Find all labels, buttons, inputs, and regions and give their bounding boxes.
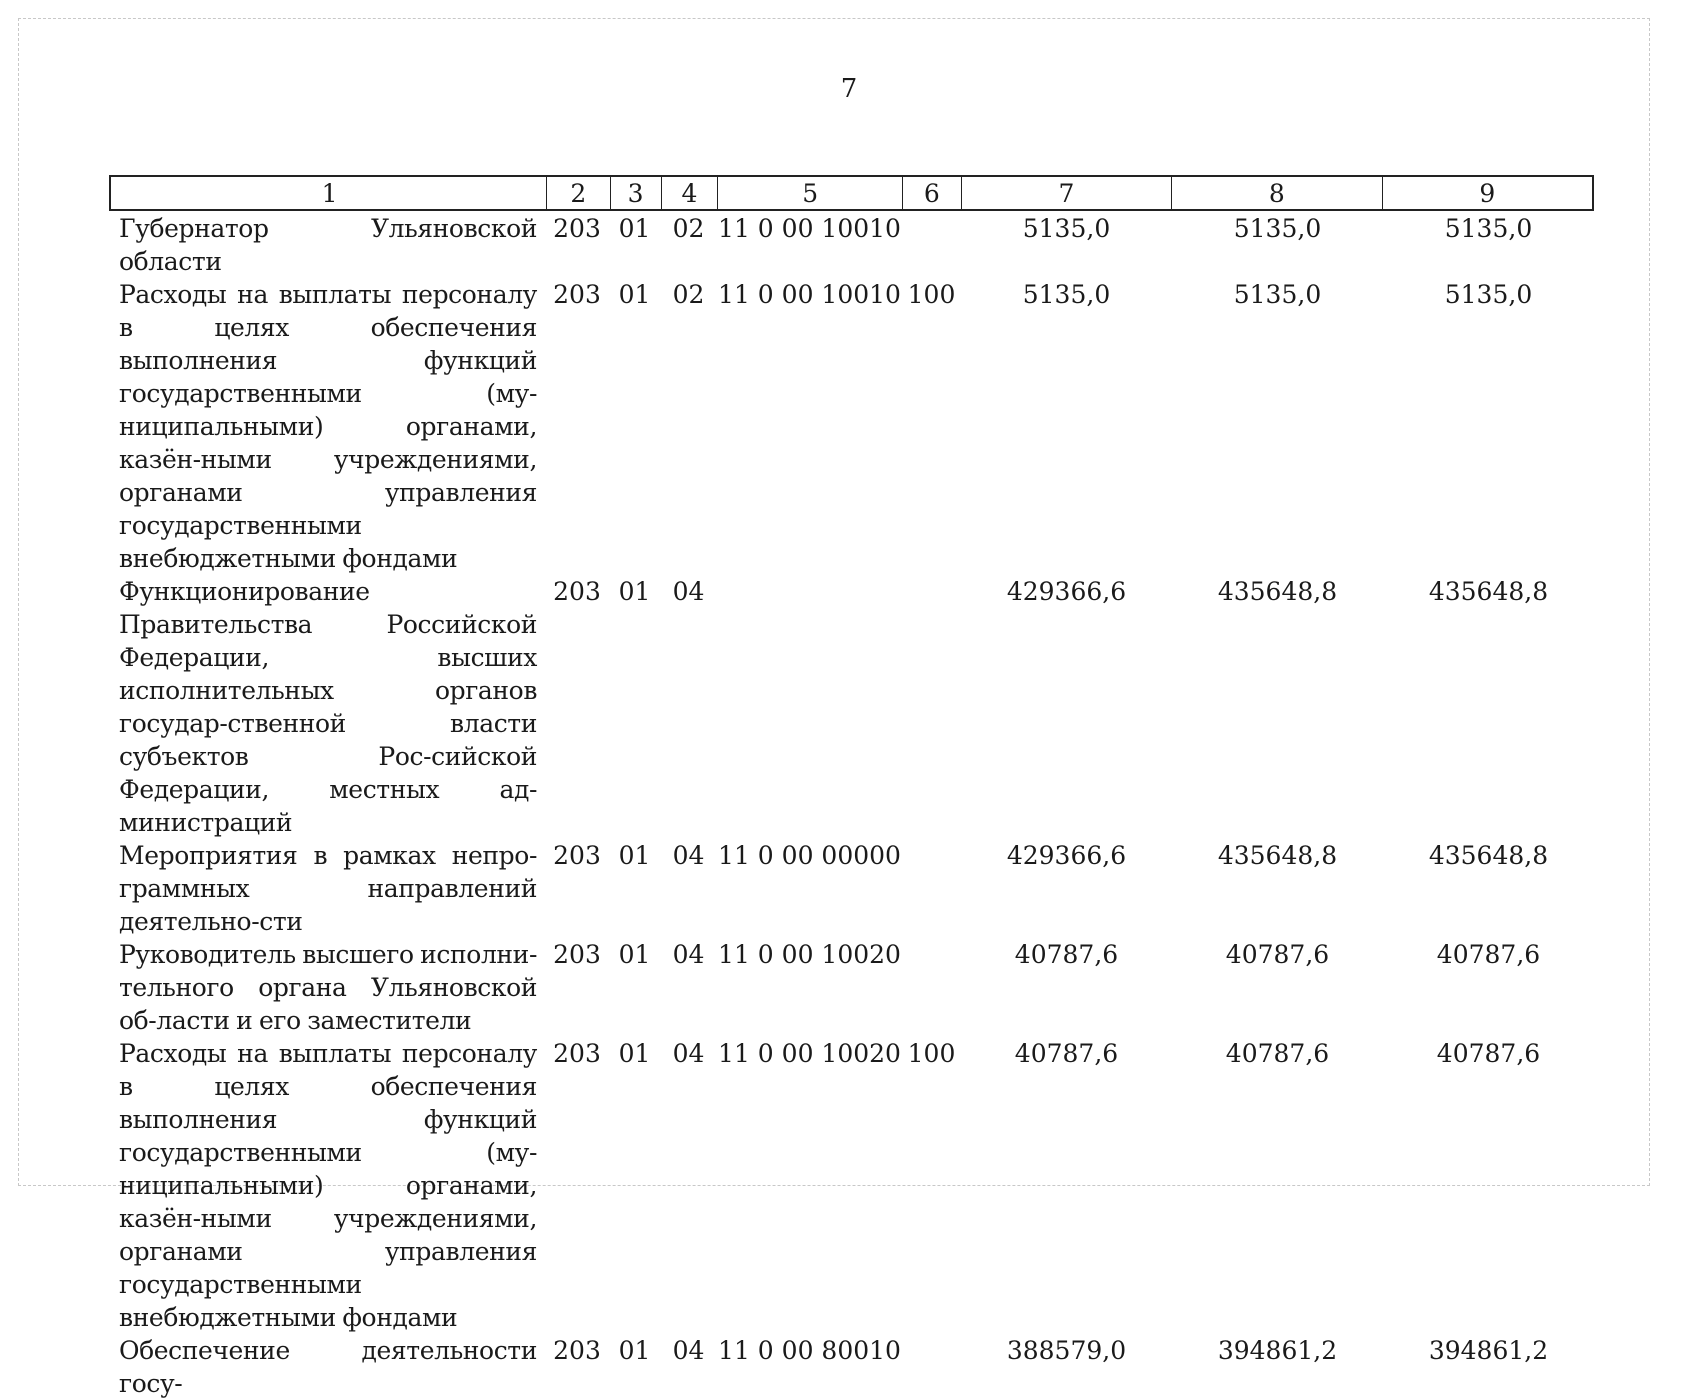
row-section: 01 (618, 841, 651, 870)
table-row (109, 575, 1594, 839)
header-cell-8: 8 (1171, 177, 1381, 209)
table-row (109, 212, 1594, 278)
row-expense-type (902, 938, 961, 1037)
header-cell-4: 4 (661, 177, 718, 209)
row-amount-2: 40787,6 (1225, 940, 1330, 969)
table-body (109, 212, 1594, 1400)
row-target-article (717, 575, 902, 839)
row-expense-type (902, 575, 961, 839)
row-section: 01 (618, 280, 651, 309)
row-amount-1: 5135,0 (1022, 214, 1111, 243)
row-name: Расходы на выплаты персоналу в целях обеспечения выполнения функций государственными (му-ниципальными) органами, казён-ными учреждениями, органами управления государственными внебюджетными фондами (119, 280, 537, 573)
row-grbs: 203 (553, 280, 601, 309)
header-cell-7: 7 (961, 177, 1171, 209)
row-subsection: 04 (672, 1039, 705, 1068)
row-grbs: 203 (553, 577, 601, 606)
header-cell-2: 2 (546, 177, 610, 209)
header-cell-9: 9 (1382, 177, 1592, 209)
row-target-article: 11 0 00 10010 (718, 214, 901, 243)
row-name: Губернатор Ульяновской области (119, 214, 537, 276)
row-section: 01 (618, 214, 651, 243)
page-number: 7 (840, 74, 858, 104)
row-amount-3: 5135,0 (1444, 214, 1533, 243)
row-subsection: 04 (672, 940, 705, 969)
row-amount-1: 40787,6 (1014, 940, 1119, 969)
row-amount-1: 429366,6 (1006, 577, 1127, 606)
row-grbs: 203 (553, 841, 601, 870)
row-subsection: 04 (672, 577, 705, 606)
row-amount-3: 394861,2 (1428, 1336, 1549, 1365)
row-grbs: 203 (553, 214, 601, 243)
row-subsection: 02 (672, 280, 705, 309)
row-amount-1: 388579,0 (1006, 1336, 1127, 1365)
row-amount-3: 40787,6 (1436, 940, 1541, 969)
row-subsection: 04 (672, 841, 705, 870)
row-amount-3: 40787,6 (1436, 1039, 1541, 1068)
row-amount-2: 435648,8 (1217, 577, 1338, 606)
row-amount-2: 394861,2 (1217, 1336, 1338, 1365)
row-section: 01 (618, 1039, 651, 1068)
row-target-article: 11 0 00 10010 (718, 280, 901, 309)
row-grbs: 203 (553, 1039, 601, 1068)
table-header (109, 175, 1594, 211)
row-name: Функционирование Правительства Российской Федерации, высших исполнительных органов государ-ственной власти субъектов Рос-сийской Федерации, местных ад-министраций (119, 577, 537, 837)
header-cell-6: 6 (902, 177, 961, 209)
row-expense-type (902, 839, 961, 938)
row-target-article: 11 0 00 80010 (718, 1336, 901, 1365)
row-target-article: 11 0 00 00000 (718, 841, 901, 870)
row-amount-1: 429366,6 (1006, 841, 1127, 870)
row-name: Расходы на выплаты персоналу в целях обеспечения выполнения функций государственными (му-ниципальными) органами, казён-ными учреждениями, органами управления государственными внебюджетными фондами (119, 1039, 537, 1332)
row-amount-3: 435648,8 (1428, 841, 1549, 870)
row-subsection: 02 (672, 214, 705, 243)
row-grbs: 203 (553, 1336, 601, 1365)
row-section: 01 (618, 1336, 651, 1365)
row-grbs: 203 (553, 940, 601, 969)
row-section: 01 (618, 940, 651, 969)
header-cell-3: 3 (610, 177, 661, 209)
row-expense-type: 100 (907, 280, 956, 309)
table-row (109, 938, 1594, 1037)
row-expense-type (902, 212, 961, 278)
table-row (109, 1037, 1594, 1334)
row-amount-2: 435648,8 (1217, 841, 1338, 870)
row-name: Руководитель высшего исполни-тельного органа Ульяновской об-ласти и его заместители (119, 940, 537, 1035)
row-subsection: 04 (672, 1336, 705, 1365)
row-amount-2: 40787,6 (1225, 1039, 1330, 1068)
row-section: 01 (618, 577, 651, 606)
row-expense-type (902, 1334, 961, 1400)
row-amount-3: 435648,8 (1428, 577, 1549, 606)
row-amount-3: 5135,0 (1444, 280, 1533, 309)
row-amount-1: 40787,6 (1014, 1039, 1119, 1068)
header-cell-1: 1 (321, 178, 338, 208)
row-amount-2: 5135,0 (1233, 214, 1322, 243)
row-name: Обеспечение деятельности госу- (119, 1336, 537, 1398)
row-name: Мероприятия в рамках непро-граммных направлений деятельно-сти (119, 841, 537, 936)
table-row (109, 839, 1594, 938)
row-target-article: 11 0 00 10020 (718, 940, 901, 969)
header-cell-5: 5 (717, 177, 902, 209)
row-amount-2: 5135,0 (1233, 280, 1322, 309)
table-row (109, 1334, 1594, 1400)
row-amount-1: 5135,0 (1022, 280, 1111, 309)
row-expense-type: 100 (907, 1039, 956, 1068)
table-row (109, 278, 1594, 575)
row-target-article: 11 0 00 10020 (718, 1039, 901, 1068)
